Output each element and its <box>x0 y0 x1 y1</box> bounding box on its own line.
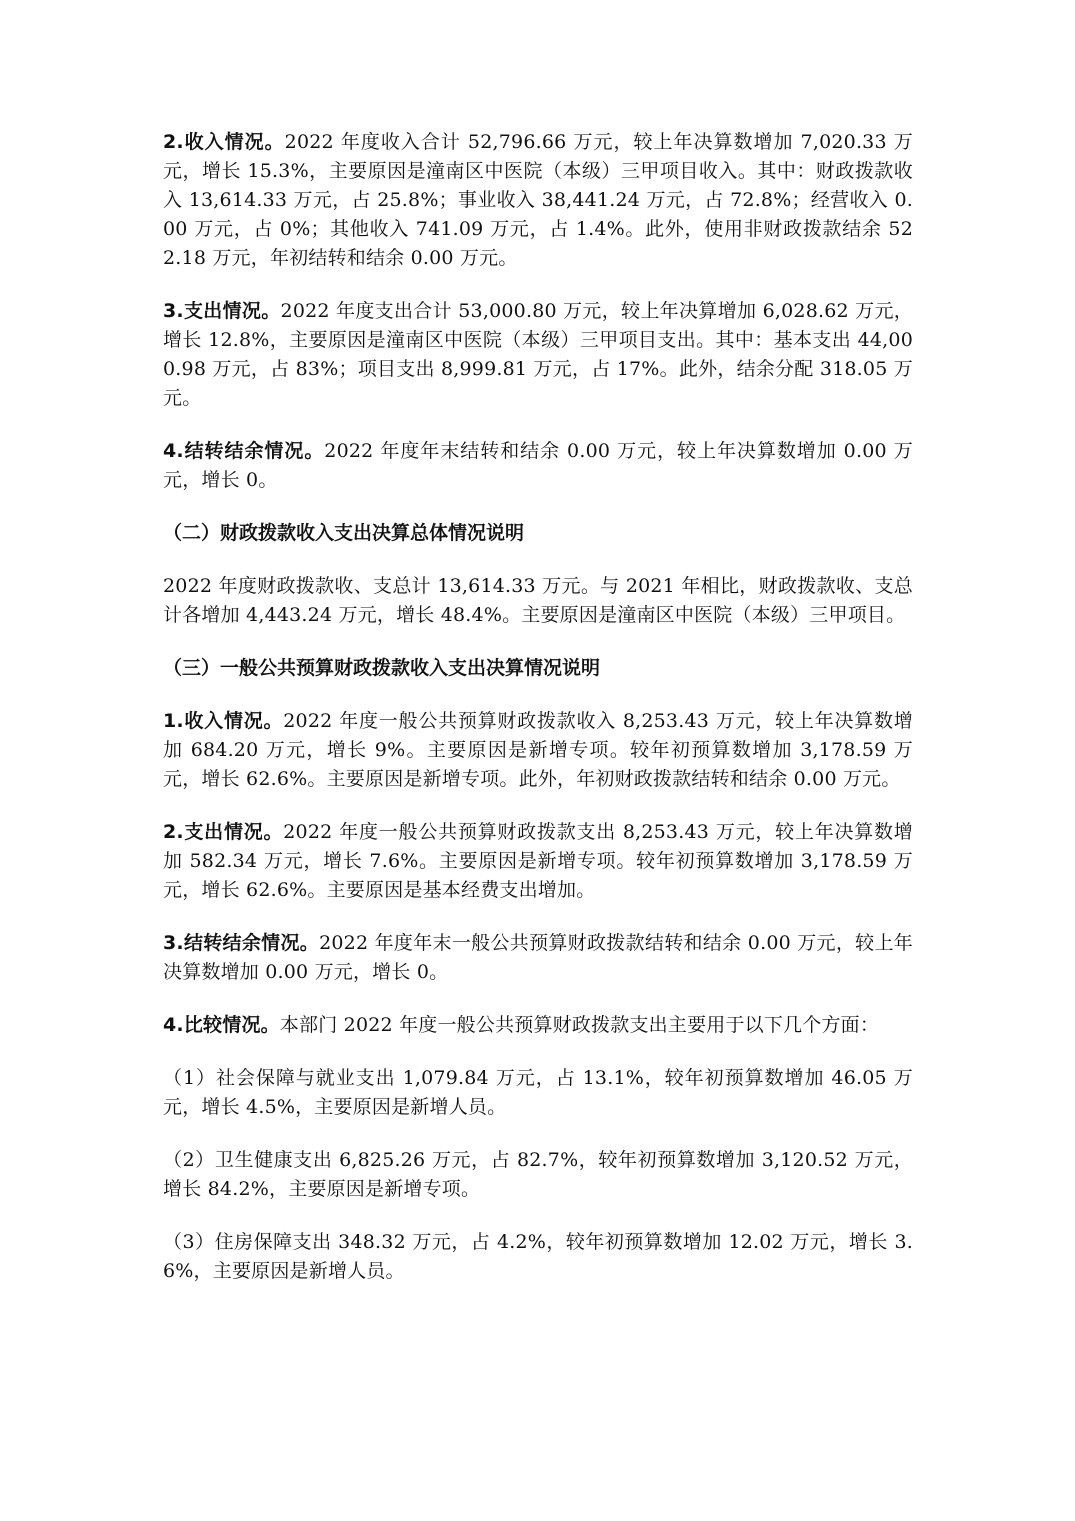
fiscal-overview-paragraph: 2022 年度财政拨款收、支总计 13,614.33 万元。与 2021 年相比，财政拨款收、支总计各增加 4,443.24 万元，增长 48.4%。主要原因是潼南区中医院（本级）三甲项目。 <box>163 575 913 626</box>
general-balance-lead: 3.结转结余情况。 <box>163 932 320 954</box>
expense-section <box>163 297 913 413</box>
general-balance-section <box>163 929 913 987</box>
comparison-text: 本部门 2022 年度一般公共预算财政拨款支出主要用于以下几个方面： <box>279 1014 880 1036</box>
general-expense-lead: 2.支出情况。 <box>163 821 284 843</box>
general-expense-section <box>163 818 913 905</box>
comparison-section <box>163 1011 913 1040</box>
income-text: 2022 年度收入合计 52,796.66 万元，较上年决算数增加 7,020.33 万元，增长 15.3%，主要原因是潼南区中医院（本级）三甲项目收入。其中：财政拨款收入 13,614.33 万元，占 25.8%；事业收入 38,441.24 万元，占 72.8%；经营收入 0.00 万元，占 0%；其他收入 741.09 万元，占 1.4%。此外，使用非财政拨款结余 522.18 万元，年初结转和结余 0.00 万元。 <box>163 131 913 269</box>
expense-lead: 3.支出情况。 <box>163 300 281 322</box>
list-item-social-security: （1）社会保障与就业支出 1,079.84 万元，占 13.1%，较年初预算数增加 46.05 万元，增长 4.5%，主要原因是新增人员。 <box>163 1067 913 1118</box>
general-income-section <box>163 707 913 794</box>
expense-text: 2022 年度支出合计 53,000.80 万元，较上年决算增加 6,028.62 万元，增长 12.8%，主要原因是潼南区中医院（本级）三甲项目支出。其中：基本支出 44,000.98 万元，占 83%；项目支出 8,999.81 万元，占 17%。此外，结余分配 318.05 万元。 <box>163 300 913 409</box>
balance-text: 2022 年度年末结转和结余 0.00 万元，较上年决算数增加 0.00 万元，增长 0。 <box>163 440 913 491</box>
section-heading-3: （三）一般公共预算财政拨款收入支出决算情况说明 <box>163 657 601 679</box>
income-lead: 2.收入情况。 <box>163 131 285 153</box>
general-expense-text: 2022 年度一般公共预算财政拨款支出 8,253.43 万元，较上年决算数增加 582.34 万元，增长 7.6%。主要原因是新增专项。较年初预算数增加 3,178.59 万元，增长 62.6%。主要原因是基本经费支出增加。 <box>163 821 913 901</box>
general-balance-text: 2022 年度年末一般公共预算财政拨款结转和结余 0.00 万元，较上年决算数增加 0.00 万元，增长 0。 <box>163 932 913 983</box>
comparison-lead: 4.比较情况。 <box>163 1014 280 1036</box>
list-item-housing: （3）住房保障支出 348.32 万元，占 4.2%，较年初预算数增加 12.02 万元，增长 3.6%，主要原因是新增人员。 <box>163 1231 913 1282</box>
general-income-lead: 1.收入情况。 <box>163 710 284 732</box>
income-section <box>163 128 913 273</box>
list-item-health: （2）卫生健康支出 6,825.26 万元，占 82.7%，较年初预算数增加 3,120.52 万元，增长 84.2%，主要原因是新增专项。 <box>163 1149 913 1200</box>
balance-lead: 4.结转结余情况。 <box>163 440 325 462</box>
balance-section <box>163 437 913 495</box>
section-heading-2: （二）财政拨款收入支出决算总体情况说明 <box>163 522 525 544</box>
document-page <box>163 128 913 1310</box>
general-income-text: 2022 年度一般公共预算财政拨款收入 8,253.43 万元，较上年决算数增加 684.20 万元，增长 9%。主要原因是新增专项。较年初预算数增加 3,178.59 万元，增长 62.6%。主要原因是新增专项。此外，年初财政拨款结转和结余 0.00 万元。 <box>163 710 913 790</box>
